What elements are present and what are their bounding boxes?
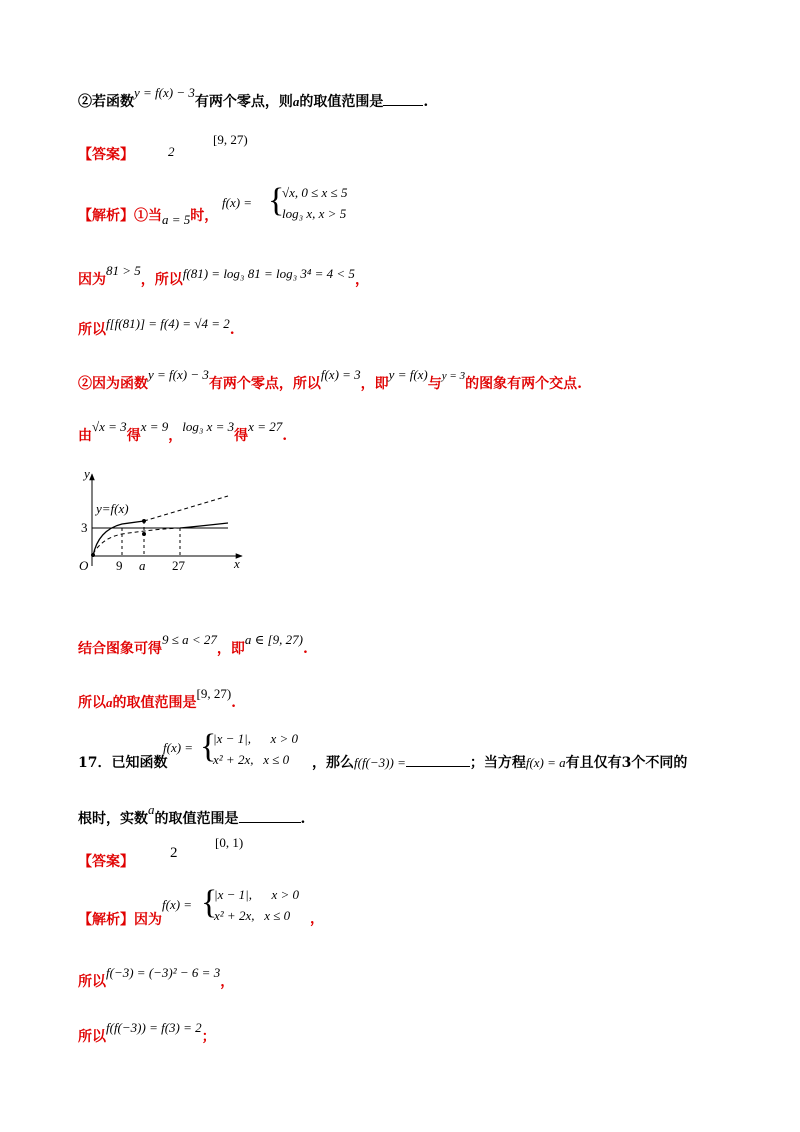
- origin-point: [91, 553, 95, 557]
- answer-value-3: 2: [170, 845, 178, 861]
- answer-blank: [383, 93, 423, 106]
- answer-line-2: 【答案】: [78, 854, 134, 870]
- question-17: 17．已知函数: [78, 755, 168, 771]
- function-graph: [76, 466, 256, 576]
- log-curve: [180, 523, 228, 528]
- solution2-line-1: 【解析】因为: [78, 912, 162, 928]
- solution2-line-2: 所以f(−3) = (−3)² − 6 = 3，: [78, 965, 235, 990]
- piecewise-function-2: f(x) = { |x − 1|, x > 0 x² + 2x, x ≤ 0 ，: [162, 884, 324, 927]
- origin-label: O: [79, 558, 89, 573]
- question-17-line2: 根时，实数a的取值范围是 .: [78, 802, 306, 827]
- answer-value-4: [0, 1): [215, 835, 244, 850]
- question-16-part2: ②若函数y = f(x) − 3有两个零点，则a的取值范围是 .: [78, 85, 429, 110]
- solution-line-4: ②因为函数y = f(x) − 3有两个零点，所以f(x) = 3，即y = f(x)与$^{y = 3}$的图象有两个交点.: [78, 367, 582, 392]
- solution-line-7: 所以a的取值范围是[9, 27).: [78, 686, 237, 711]
- point-a-lower: [142, 532, 146, 536]
- answer-value-1: 2: [168, 144, 175, 159]
- y-axis-label: y: [84, 466, 90, 481]
- x-tick-a: a: [139, 558, 146, 573]
- solution-line-5: 由√x = 3得x = 9，log₃ x = 3得x = 27.: [78, 419, 288, 444]
- piecewise-function-q17: f(x) = { |x − 1|, x > 0 x² + 2x, x ≤ 0: [163, 728, 298, 767]
- x-tick-27: 27: [172, 558, 185, 573]
- solution-line-2: 因为81 > 5，所以f(81) = log₃ 81 = log₃ 3⁴ = 4 < 5，: [78, 263, 369, 288]
- sqrt-curve-dashed: [144, 496, 228, 521]
- x-axis-label: x: [234, 556, 240, 571]
- y-tick-3: 3: [81, 520, 88, 535]
- x-tick-9: 9: [116, 558, 123, 573]
- curve-label: y=f(x): [96, 501, 129, 516]
- point-a-upper: [142, 519, 146, 523]
- piecewise-function-1: f(x) = { √x, 0 ≤ x ≤ 5 log₃ x, x > 5: [222, 182, 348, 221]
- answer-blank: [406, 754, 470, 767]
- solution2-line-3: 所以f(f(−3)) = f(3) = 2；: [78, 1020, 216, 1045]
- question-17-cont: ，那么f(f(−3)) = ；当方程f(x) = a有且仅有3个不同的: [312, 755, 688, 771]
- sqrt-curve: [93, 521, 144, 556]
- brace-icon: {: [268, 182, 285, 219]
- answer-value-2: [9, 27): [213, 132, 248, 147]
- brace-icon: {: [201, 884, 218, 921]
- solution-line-3: 所以f[f(81)] = f(4) = √4 = 2.: [78, 316, 235, 338]
- solution-line-6: 结合图象可得9 ≤ a < 27，即a ∈ [9, 27).: [78, 632, 308, 657]
- answer-line-1: 【答案】: [78, 147, 134, 163]
- answer-blank: [239, 810, 301, 823]
- solution-line-1: 【解析】①当a = 5时，: [78, 208, 219, 227]
- brace-icon: {: [200, 728, 217, 765]
